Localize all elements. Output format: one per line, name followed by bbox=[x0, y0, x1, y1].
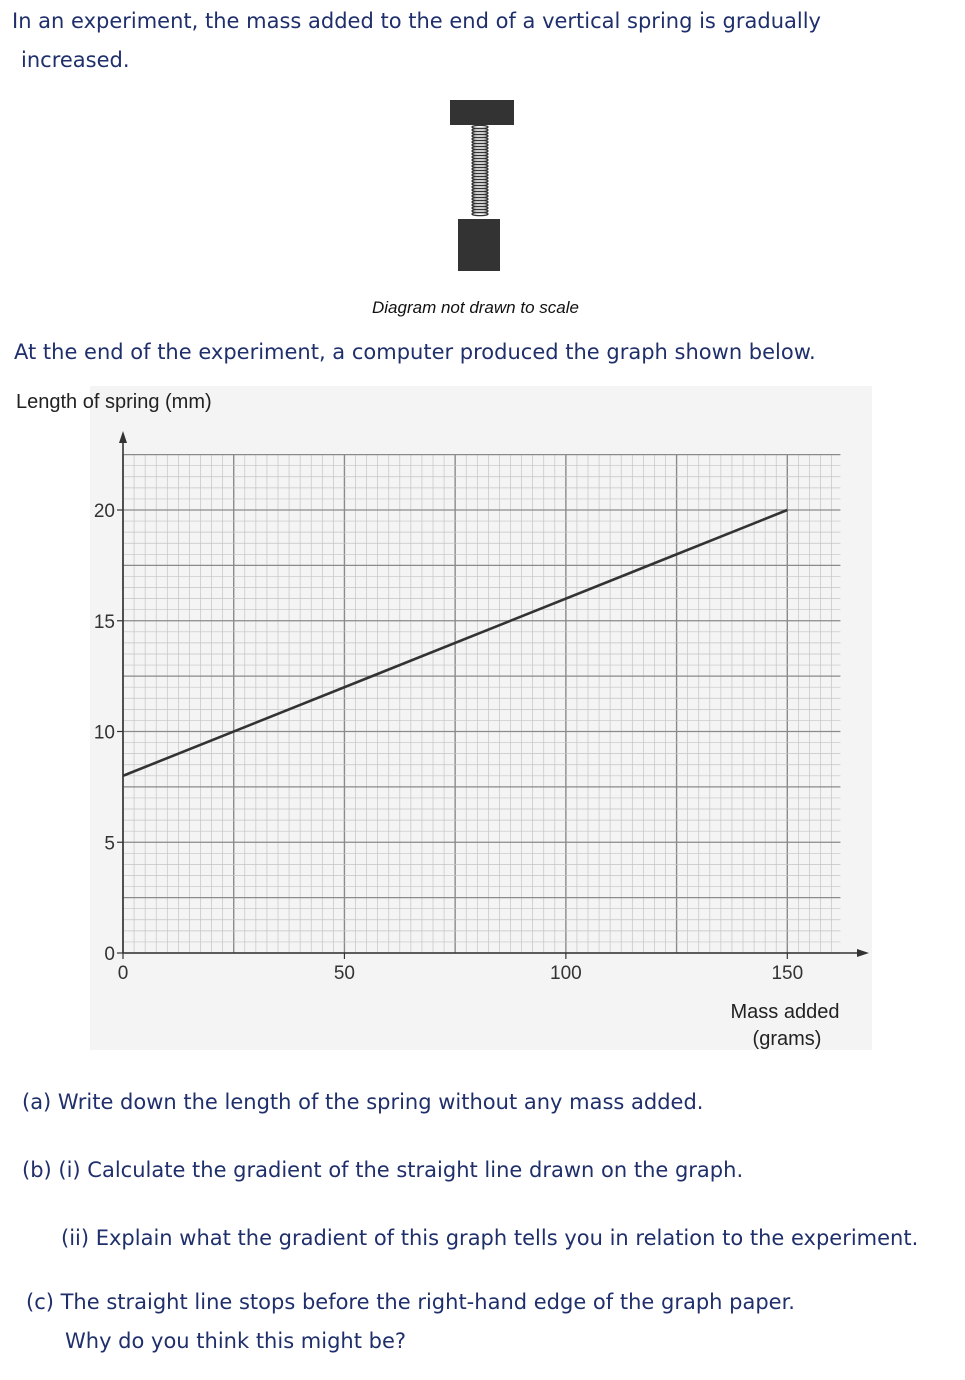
question-c-line-1: (c) The straight line stops before the right-hand edge of the graph paper. bbox=[26, 1290, 795, 1314]
graph-intro-text: At the end of the experiment, a computer produced the graph shown below. bbox=[14, 340, 816, 364]
x-tick-label: 100 bbox=[550, 963, 582, 984]
spring-mass-diagram bbox=[440, 95, 520, 275]
spring-graph bbox=[0, 380, 965, 1070]
x-tick-label: 150 bbox=[771, 963, 804, 984]
diagram-caption: Diagram not drawn to scale bbox=[372, 298, 579, 317]
y-tick-label: 5 bbox=[104, 833, 115, 855]
y-tick-label: 15 bbox=[93, 611, 115, 633]
question-b-ii: (ii) Explain what the gradient of this graph tells you in relation to the experiment. bbox=[61, 1226, 919, 1250]
spring-support bbox=[450, 100, 514, 125]
question-b-i: (b) (i) Calculate the gradient of the straight line drawn on the graph. bbox=[22, 1158, 744, 1182]
intro-line-1: In an experiment, the mass added to the end of a vertical spring is gradually bbox=[12, 9, 821, 33]
question-a: (a) Write down the length of the spring without any mass added. bbox=[22, 1090, 704, 1114]
y-tick-label: 0 bbox=[104, 944, 115, 965]
chart-panel bbox=[90, 386, 872, 1050]
x-axis-label-line-2: (grams) bbox=[752, 1028, 822, 1050]
x-tick-label: 50 bbox=[333, 963, 356, 984]
x-tick-label: 0 bbox=[117, 963, 129, 984]
x-axis-label-line-1: Mass added bbox=[730, 1001, 840, 1023]
y-tick-label: 10 bbox=[93, 722, 115, 744]
chart-svg bbox=[0, 380, 965, 1070]
hanging-mass bbox=[458, 219, 500, 271]
intro-line-2: increased. bbox=[21, 48, 130, 72]
question-c-line-2: Why do you think this might be? bbox=[65, 1329, 407, 1353]
y-tick-label: 20 bbox=[93, 501, 115, 522]
y-axis-label: Length of spring (mm) bbox=[16, 391, 212, 413]
spring-coil bbox=[472, 125, 488, 215]
